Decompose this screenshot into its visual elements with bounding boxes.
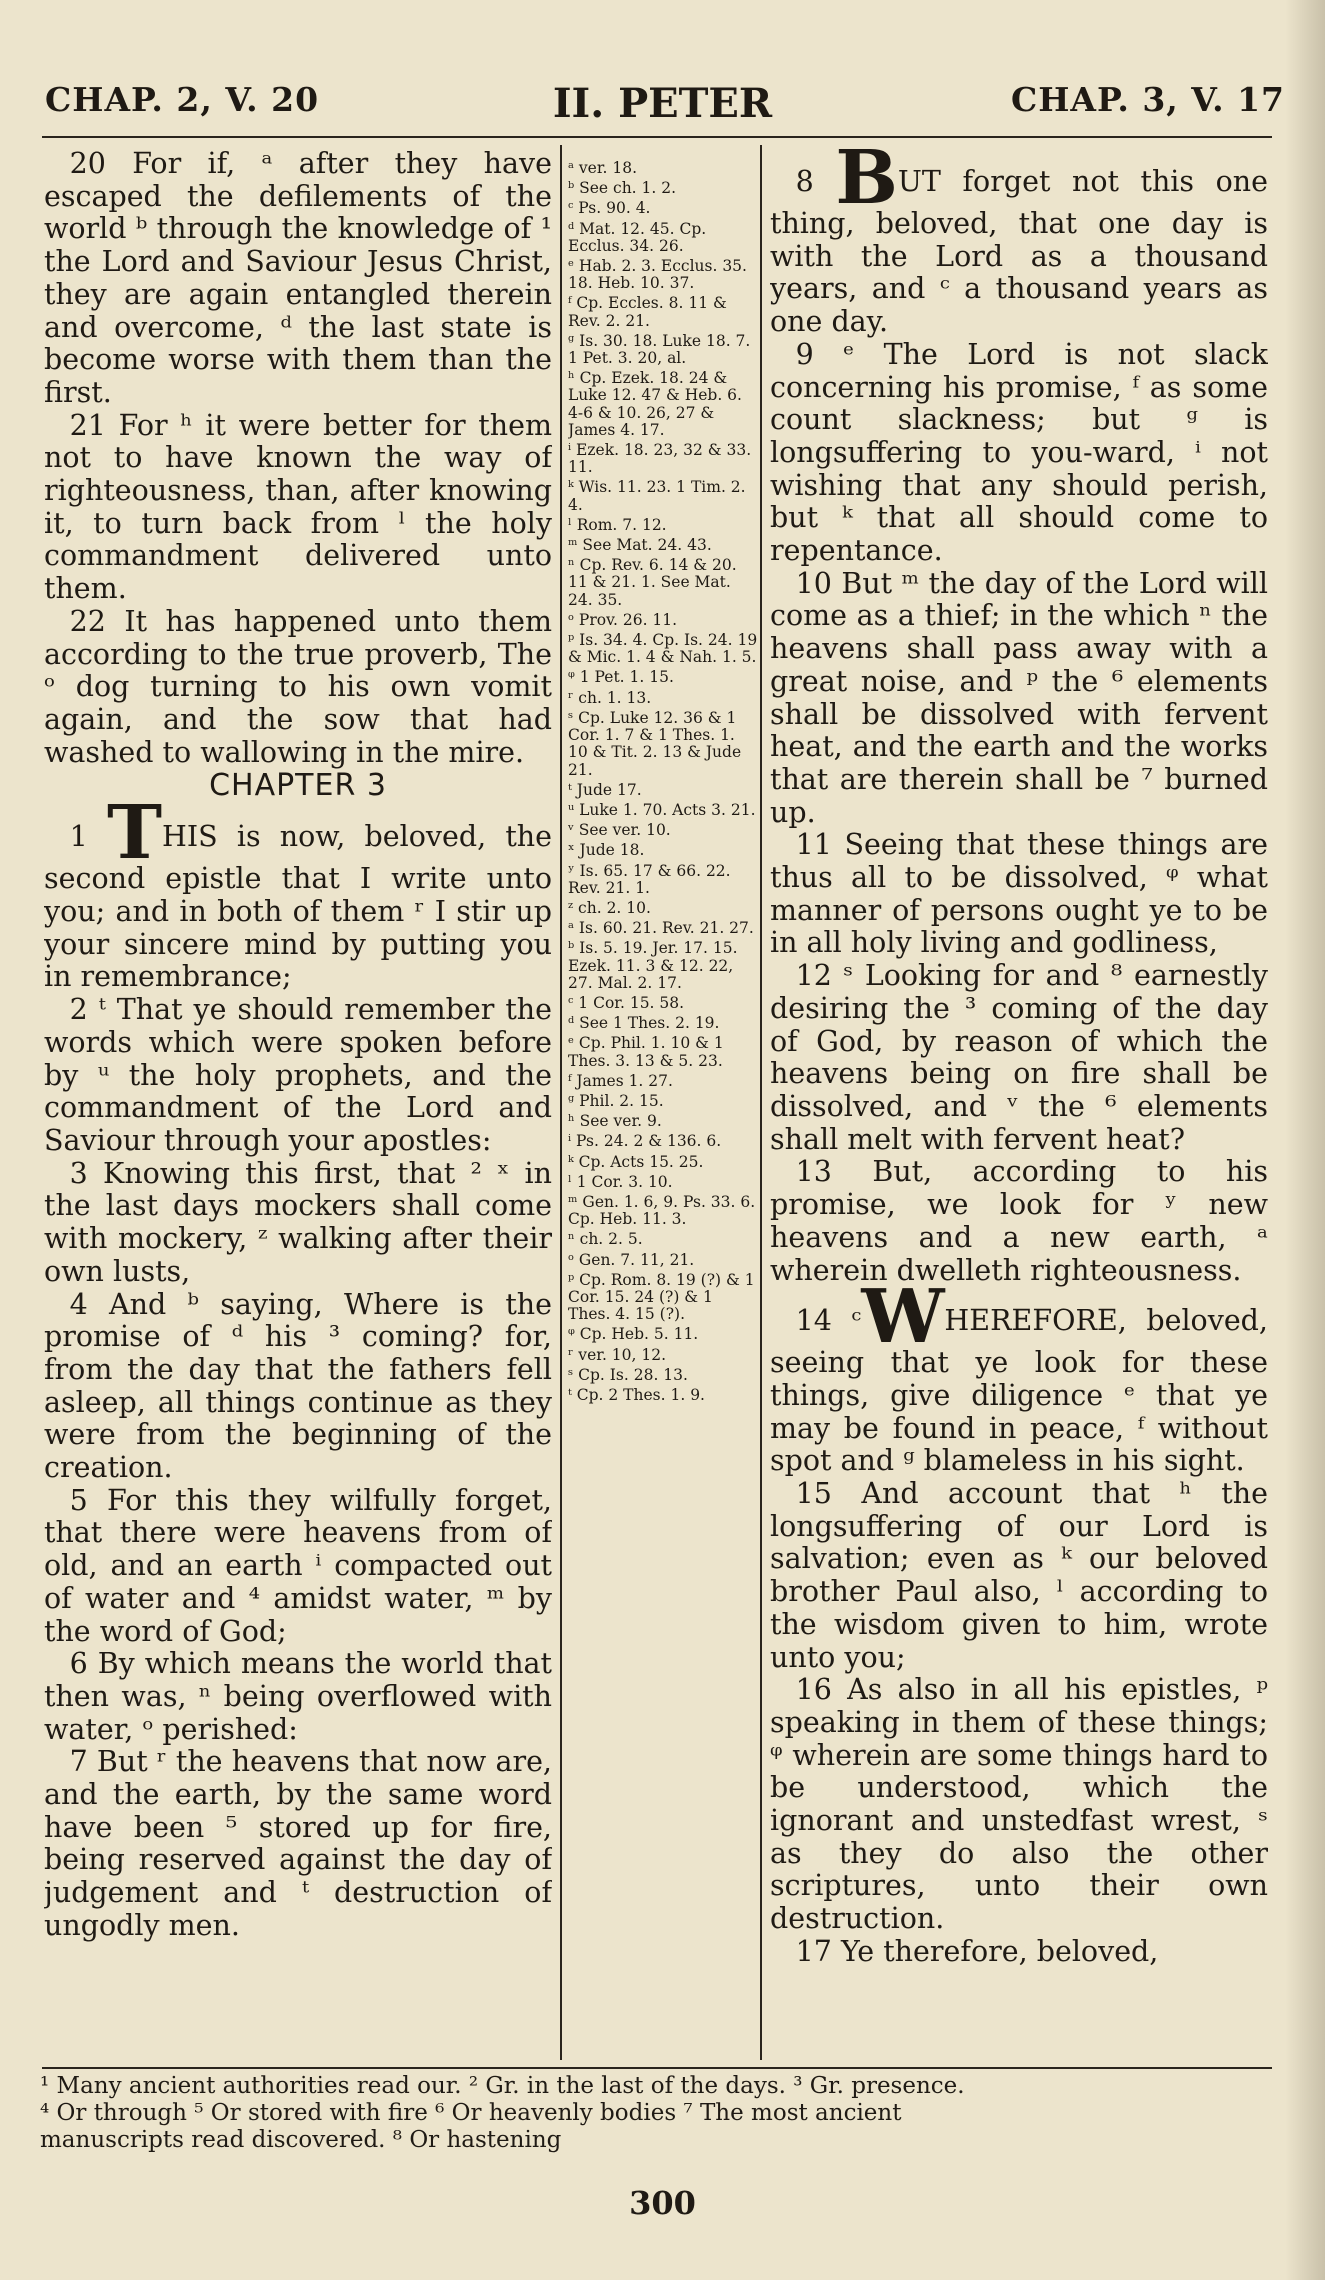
- verse-3-17: 17 Ye therefore, beloved,: [795, 1934, 1159, 1968]
- marginal-note: ᵖ Cp. Rom. 8. 19 (?) & 1 Cor. 15. 24 (?) & 1 Thes. 4. 15 (?).: [568, 1270, 755, 1324]
- verse-3-7: 7 But ʳ the heavens that now are, and the earth, by the same word have been ⁵ stored up for fire, being reserved against the day of judgement and ᵗ destruction of ungodly men.: [44, 1745, 552, 1942]
- verse-3-5: 5 For this they wilfully forget, that there were heavens from of old, and an earth ⁱ compacted out of water and ⁴ amidst water, ᵐ by the word of God;: [44, 1483, 552, 1648]
- verse-3-4: 4 And ᵇ saying, Where is the promise of ᵈ his ³ coming? for, from the day that the fathers fell asleep, all things continue as they were from the beginning of the creation.: [44, 1287, 552, 1485]
- header-rule: [42, 136, 1272, 138]
- verse-3-12: 12 ˢ Looking for and ⁸ earnestly desiring the ³ coming of the day of God, by reason of which the heavens being on fire shall be dissolved, and ᵛ the ⁶ elements shall melt with fervent heat?: [770, 959, 1268, 1156]
- marginal-note: ⁱ Ezek. 18. 23, 32 & 33. 11.: [568, 441, 752, 477]
- column-divider-left: [560, 145, 562, 2060]
- chapter-heading: CHAPTER 3: [209, 768, 387, 804]
- page-number: 300: [629, 2184, 696, 2222]
- marginal-note: ᵒ Prov. 26. 11.: [568, 610, 678, 629]
- verse-3-11: 11 Seeing that these things are thus all to be dissolved, ᵠ what manner of persons ought ye to be in all holy living and godliness,: [770, 828, 1268, 960]
- verse-3-14: [770, 1274, 1268, 1478]
- right-text-column: [770, 148, 1268, 2063]
- marginal-references: [568, 160, 758, 2060]
- footnotes: [40, 2073, 1272, 2154]
- marginal-note: ᶜ 1 Cor. 15. 58.: [568, 993, 685, 1012]
- verse-2-20: 20 For if, ᵃ after they have escaped the defilements of the world ᵇ through the knowledge of ¹ the Lord and Saviour Jesus Christ, they are again entangled therein and overcome, ᵈ the last state is become worse with them than the first.: [44, 148, 552, 409]
- column-divider-right: [760, 145, 762, 2060]
- marginal-note: ʰ See ver. 9.: [568, 1112, 662, 1131]
- footnote-rule: [42, 2067, 1272, 2069]
- marginal-note: ˡ Rom. 7. 12.: [568, 515, 667, 534]
- marginal-note: ˢ Cp. Is. 28. 13.: [568, 1365, 688, 1384]
- running-header-left: CHAP. 2, V. 20: [45, 80, 320, 119]
- marginal-note: ᵍ Phil. 2. 15.: [568, 1091, 664, 1110]
- marginal-note: ᶻ ch. 2. 10.: [568, 898, 651, 917]
- marginal-note: ᵒ Gen. 7. 11, 21.: [568, 1250, 695, 1269]
- verse-2-22: 22 It has happened unto them according to the true proverb, The ᵒ dog turning to his own vomit again, and the sow that had washed to wallowing in the mire.: [44, 604, 552, 769]
- marginal-note: ʸ Is. 65. 17 & 66. 22. Rev. 21. 1.: [568, 861, 731, 897]
- verse-3-13: 13 But, according to his promise, we look for ʸ new heavens and a new earth, ᵃ wherein dwelleth righteousness.: [770, 1155, 1268, 1287]
- verse-3-6: 6 By which means the world that then was, ⁿ being overflowed with water, ᵒ perished:: [44, 1647, 552, 1746]
- verse-3-2: 2 ᵗ That ye should remember the words which were spoken before by ᵘ the holy prophets, and the commandment of the Lord and Saviour through your apostles:: [44, 993, 552, 1157]
- marginal-note: ᵘ Luke 1. 70. Acts 3. 21.: [568, 800, 756, 819]
- marginal-note: ᵗ Jude 17.: [568, 780, 642, 799]
- drop-cap-letter: B: [835, 148, 898, 221]
- verse-3-9: 9 ᵉ The Lord is not slack concerning his promise, ᶠ as some count slackness; but ᵍ is longsuffering to you-ward, ⁱ not wishing that any should perish, but ᵏ that all should come to repentance.: [770, 337, 1268, 568]
- marginal-note: ʳ ver. 10, 12.: [568, 1345, 667, 1364]
- marginal-note: ʰ Cp. Ezek. 18. 24 & Luke 12. 47 & Heb. 6. 4-6 & 10. 26, 27 & James 4. 17.: [568, 369, 742, 439]
- verse-2-21: 21 For ʰ it were better for them not to have known the way of righteousness, than, after knowing it, to turn back from ˡ the holy commandment delivered unto them.: [44, 408, 552, 606]
- page-edge-shadow: [1285, 0, 1325, 2280]
- marginal-note: ᵈ See 1 Thes. 2. 19.: [568, 1014, 720, 1033]
- drop-cap-letter: W: [861, 1274, 945, 1361]
- marginal-note: ʳ ch. 1. 13.: [568, 688, 652, 707]
- footnote-line: manuscripts read discovered. ⁸ Or hastening: [40, 2127, 562, 2153]
- marginal-note: ˡ 1 Cor. 3. 10.: [568, 1172, 673, 1191]
- marginal-note: ˣ Jude 18.: [568, 841, 645, 860]
- marginal-note: ᵇ See ch. 1. 2.: [568, 179, 677, 198]
- marginal-note: ˢ Cp. Luke 12. 36 & 1 Cor. 1. 7 & 1 Thes. 1. 10 & Tit. 2. 13 & Jude 21.: [568, 708, 742, 779]
- footnote-line: ¹ Many ancient authorities read our. ² Gr. in the last of the days. ³ Gr. presence.: [40, 2073, 965, 2099]
- marginal-note: ᵐ Gen. 1. 6, 9. Ps. 33. 6. Cp. Heb. 11. 3.: [568, 1192, 756, 1229]
- verse-number: 1: [69, 820, 88, 854]
- running-header-title: II. PETER: [552, 80, 773, 127]
- marginal-note: ᶠ Cp. Eccles. 8. 11 & Rev. 2. 21.: [568, 294, 727, 330]
- running-header-right: CHAP. 3, V. 17: [1010, 80, 1285, 119]
- marginal-note: ᵠ Cp. Heb. 5. 11.: [568, 1325, 699, 1344]
- verse-number: 8: [795, 165, 814, 198]
- verse-3-3: 3 Knowing this first, that ² ˣ in the last days mockers shall come with mockery, ᶻ walking after their own lusts,: [44, 1156, 552, 1288]
- marginal-note: ᵉ Hab. 2. 3. Ecclus. 35. 18. Heb. 10. 37.: [568, 257, 747, 293]
- marginal-note: ᵏ Cp. Acts 15. 25.: [568, 1152, 704, 1171]
- marginal-note: ᵃ Is. 60. 21. Rev. 21. 27.: [568, 919, 754, 938]
- marginal-note: ᵏ Wis. 11. 23. 1 Tim. 2. 4.: [568, 478, 746, 514]
- marginal-note: ᵛ See ver. 10.: [568, 821, 671, 840]
- verse-3-15: 15 And account that ʰ the longsuffering of our Lord is salvation; even as ᵏ our beloved brother Paul also, ˡ according to the wisdom given to him, wrote unto you;: [770, 1477, 1268, 1674]
- marginal-note: ᵈ Mat. 12. 45. Cp. Ecclus. 34. 26.: [568, 219, 707, 255]
- verse-3-10: 10 But ᵐ the day of the Lord will come as a thief; in the which ⁿ the heavens shall pass away with a great noise, and ᵖ the ⁶ elements shall be dissolved with fervent heat, and the earth and the works that are therein shall be ⁷ burned up.: [770, 566, 1268, 829]
- verse-3-1: [44, 790, 552, 994]
- verse-text: HEREFORE, beloved, seeing that ye look for these things, give diligence ᵉ that ye may be found in peace, ᶠ without spot and ᵍ blameless in his sight.: [770, 1304, 1268, 1478]
- marginal-note: ᵃ ver. 18.: [568, 160, 638, 177]
- marginal-note: ᵇ Is. 5. 19. Jer. 17. 15. Ezek. 11. 3 & 12. 22, 27. Mal. 2. 17.: [568, 939, 738, 992]
- drop-cap-letter: T: [106, 790, 163, 877]
- marginal-note: ⁱ Ps. 24. 2 & 136. 6.: [568, 1132, 722, 1151]
- marginal-note: ᵖ Is. 34. 4. Cp. Is. 24. 19 & Mic. 1. 4 & Nah. 1. 5.: [568, 631, 758, 667]
- verse-text: UT forget not this one thing, beloved, that one day is with the Lord as a thousand years, and ᶜ a thousand years as one day.: [770, 165, 1268, 339]
- marginal-note: ᵠ 1 Pet. 1. 15.: [568, 668, 674, 687]
- left-text-column: [44, 148, 552, 2063]
- marginal-note: ⁿ Cp. Rev. 6. 14 & 20. 11 & 21. 1. See Mat. 24. 35.: [568, 556, 737, 609]
- verse-3-16: 16 As also in all his epistles, ᵖ speaking in them of these things; ᵠ wherein are some things hard to be understood, which the ignorant and unstedfast wrest, ˢ as they do also the other scriptures, unto their own destruction.: [770, 1673, 1268, 1936]
- marginal-note: ᶠ James 1. 27.: [568, 1071, 673, 1090]
- marginal-note: ᵍ Is. 30. 18. Luke 18. 7. 1 Pet. 3. 20, al.: [568, 331, 751, 368]
- footnote-line: ⁴ Or through ⁵ Or stored with fire ⁶ Or heavenly bodies ⁷ The most ancient: [40, 2100, 902, 2126]
- verse-number: 14 ᶜ: [795, 1304, 862, 1338]
- marginal-note: ᵉ Cp. Phil. 1. 10 & 1 Thes. 3. 13 & 5. 23.: [568, 1034, 724, 1070]
- marginal-note: ᶜ Ps. 90. 4.: [568, 199, 651, 218]
- marginal-note: ᵗ Cp. 2 Thes. 1. 9.: [568, 1386, 705, 1404]
- marginal-note: ᵐ See Mat. 24. 43.: [568, 536, 712, 555]
- verse-3-8: [770, 148, 1268, 339]
- verse-text: HIS is now, beloved, the second epistle that I write unto you; and in both of them ʳ I stir up your sincere mind by putting you in remembrance;: [44, 820, 552, 994]
- marginal-note: ⁿ ch. 2. 5.: [568, 1230, 643, 1249]
